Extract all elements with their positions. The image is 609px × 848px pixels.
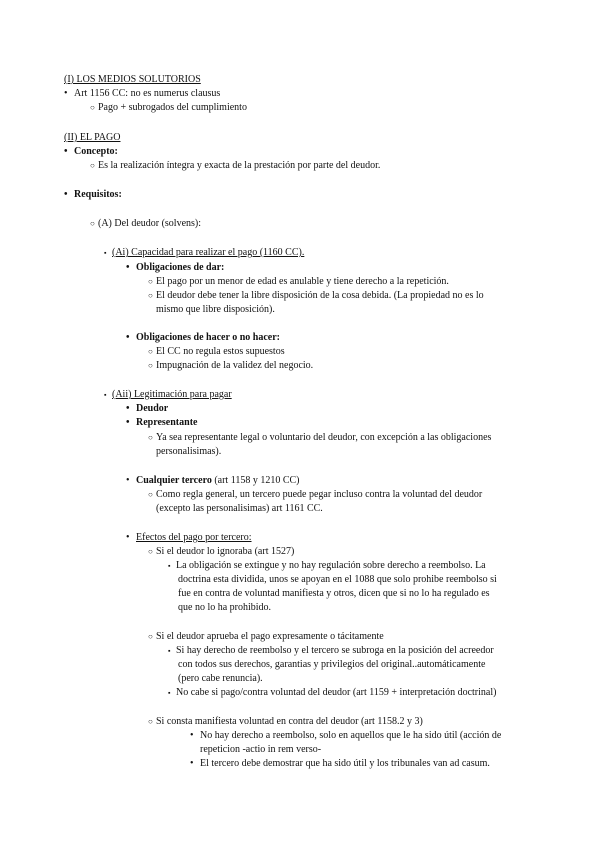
bullet-icon: • <box>126 532 130 543</box>
list-item-continuation: (pero cabe renuncia). <box>178 673 263 684</box>
list-item: • Art 1156 CC: no es numerus clausus <box>64 88 221 99</box>
circle-bullet-icon: ○ <box>148 433 153 442</box>
list-item: ○ Ya sea representante legal o voluntario del deudor, con excepción a las obligaciones <box>148 432 492 443</box>
square-bullet-icon: ▪ <box>168 562 171 570</box>
circle-bullet-icon: ○ <box>148 717 153 726</box>
bullet-icon: • <box>190 758 194 769</box>
list-item-continuation: repeticion -actio in rem verso- <box>200 744 322 755</box>
list-item: • No hay derecho a reembolso, solo en aquellos que le ha sido útil (acción de <box>190 730 502 741</box>
list-item-continuation: fue en contra de voluntad manifiesta y otros, dicen que si no lo ha regulado es <box>178 588 490 599</box>
bullet-icon: • <box>126 475 130 486</box>
list-item: ○ El deudor debe tener la libre disposición de la cosa debida. (La propiedad no es lo <box>148 290 484 301</box>
section-title-el-pago: (II) EL PAGO <box>64 132 121 143</box>
square-bullet-icon: ▪ <box>104 249 107 257</box>
list-item: ▪ Si hay derecho de reembolso y el tercero se subroga en la posición del acreedor <box>168 645 494 656</box>
bullet-icon: • <box>126 332 130 343</box>
list-item-continuation: personalisimas). <box>156 446 222 457</box>
list-item-efectos: • Efectos del pago por tercero: <box>126 532 252 543</box>
list-item-ignoraba: ○ Si el deudor lo ignoraba (art 1527) <box>148 546 295 557</box>
list-item: ▪ La obligación se extingue y no hay regulación sobre derecho a reembolso. La <box>168 560 486 571</box>
section-title-medios-solutorios: (I) LOS MEDIOS SOLUTORIOS <box>64 74 201 85</box>
circle-bullet-icon: ○ <box>148 547 153 556</box>
list-item: ○ Impugnación de la validez del negocio. <box>148 360 314 371</box>
list-item: ○ El pago por un menor de edad es anulable y tiene derecho a la repetición. <box>148 276 449 287</box>
list-item: ▪ No cabe si pago/contra voluntad del deudor (art 1159 + interpretación doctrinal) <box>168 687 497 698</box>
list-item-del-deudor: ○ (A) Del deudor (solvens): <box>90 218 202 229</box>
list-item-obligaciones-hacer: • Obligaciones de hacer o no hacer: <box>126 332 280 343</box>
circle-bullet-icon: ○ <box>148 490 153 499</box>
circle-bullet-icon: ○ <box>148 347 153 356</box>
circle-bullet-icon: ○ <box>148 291 153 300</box>
list-item-requisitos: • Requisitos: <box>64 189 122 200</box>
list-item-continuation: que no lo ha prohibido. <box>178 602 272 613</box>
list-item-continuation: doctrina esta dividida, unos se apoyan en el 1088 que solo prohibe reembolso si <box>178 574 497 585</box>
bullet-icon: • <box>64 189 68 200</box>
bullet-icon: • <box>64 146 68 157</box>
bullet-icon: • <box>126 417 130 428</box>
circle-bullet-icon: ○ <box>90 219 95 228</box>
bullet-icon: • <box>64 88 68 99</box>
square-bullet-icon: ▪ <box>168 689 171 697</box>
bullet-icon: • <box>190 730 194 741</box>
list-item: ○ Es la realización íntegra y exacta de la prestación por parte del deudor. <box>90 160 381 171</box>
list-item: ○ Pago + subrogados del cumplimiento <box>90 102 247 113</box>
list-item-obligaciones-dar: • Obligaciones de dar: <box>126 262 225 273</box>
subsection-title-capacidad: ▪ (Ai) Capacidad para realizar el pago (1160 CC). <box>104 247 305 258</box>
list-item-voluntad-contra: ○ Si consta manifiesta voluntad en contra del deudor (art 1158.2 y 3) <box>148 716 423 727</box>
list-item-concepto: • Concepto: <box>64 146 118 157</box>
circle-bullet-icon: ○ <box>148 632 153 641</box>
list-item-aprueba: ○ Si el deudor aprueba el pago expresamente o tácitamente <box>148 631 384 642</box>
list-item: ○ Como regla general, un tercero puede pegar incluso contra la voluntad del deudor <box>148 489 483 500</box>
square-bullet-icon: ▪ <box>104 391 107 399</box>
circle-bullet-icon: ○ <box>90 103 95 112</box>
list-item-continuation: mismo que libre disposición). <box>156 304 275 315</box>
bullet-icon: • <box>126 262 130 273</box>
square-bullet-icon: ▪ <box>168 647 171 655</box>
bullet-icon: • <box>126 403 130 414</box>
list-item: • El tercero debe demostrar que ha sido útil y los tribunales van ad casum. <box>190 758 490 769</box>
list-item-continuation: (excepto las personalisimas) art 1161 CC. <box>156 503 323 514</box>
circle-bullet-icon: ○ <box>148 277 153 286</box>
list-item-representante: • Representante <box>126 417 198 428</box>
circle-bullet-icon: ○ <box>148 361 153 370</box>
list-item: ○ El CC no regula estos supuestos <box>148 346 285 357</box>
list-item-continuation: con todos sus derechos, garantias y privilegios del original..automáticamente <box>178 659 486 670</box>
list-item-deudor: • Deudor <box>126 403 169 414</box>
subsection-title-legitimacion: ▪ (Aii) Legitimación para pagar <box>104 389 232 400</box>
list-item-cualquier-tercero: • Cualquier tercero (art 1158 y 1210 CC) <box>126 475 300 486</box>
circle-bullet-icon: ○ <box>90 161 95 170</box>
